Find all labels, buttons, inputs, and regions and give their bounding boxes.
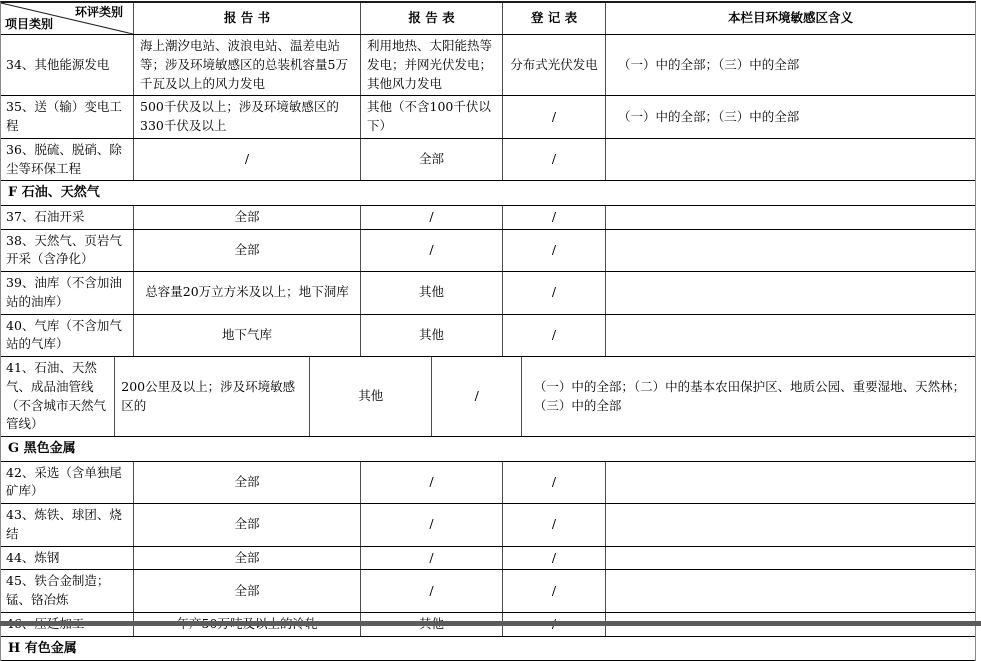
cell-text: 其他 <box>418 326 444 342</box>
cell-text: 海上潮汐电站、波浪电站、温差电站等；涉及环境敏感区的总装机容量5万千瓦及以上的风力发电 <box>140 38 348 91</box>
table-cell <box>134 504 361 546</box>
table-cell <box>134 547 361 570</box>
cell-text: 全部 <box>234 473 260 489</box>
section-row <box>1 181 975 206</box>
table-cell <box>503 96 606 138</box>
table-cell <box>606 96 975 138</box>
table-cell <box>361 504 503 546</box>
cell-text: / <box>551 284 557 300</box>
table-cell <box>606 547 975 570</box>
table-cell <box>134 315 361 357</box>
section-label: G 黑色金属 <box>8 441 76 457</box>
cell-text: 总容量20万立方米及以上；地下洞库 <box>145 284 349 300</box>
cell-text: 41、石油、天然气、成品油管线（不含城市天然气管线） <box>6 360 107 432</box>
table-cell <box>134 230 361 272</box>
table-cell <box>361 230 503 272</box>
table-cell <box>1 570 134 612</box>
eia-classification-table <box>0 1 976 661</box>
table-cell <box>134 35 361 95</box>
table-cell <box>361 547 503 570</box>
table-cell <box>503 230 606 272</box>
table-cell <box>503 35 606 95</box>
table-cell <box>1 96 134 138</box>
cell-text: 39、油库（不含加油站的油库） <box>6 275 122 309</box>
cell-text: 45、铁合金制造；锰、铬冶炼 <box>6 573 110 608</box>
table-row <box>1 462 975 505</box>
cell-text: 分布式光伏发电 <box>510 56 598 72</box>
table-cell <box>606 206 975 229</box>
column-header-sensitive-area-meaning: 本栏目环境敏感区含义 <box>727 10 853 26</box>
cell-text: 全部 <box>234 582 260 598</box>
table-cell <box>606 35 975 95</box>
cell-text: / <box>551 241 557 257</box>
table-cell <box>503 504 606 546</box>
cell-text: 37、石油开采 <box>6 208 85 224</box>
table-cell <box>606 272 975 314</box>
table-cell <box>606 139 975 181</box>
header-project-category: 项目类别 <box>5 17 54 31</box>
cell-text: （一）中的全部；（三）中的全部 <box>618 56 800 72</box>
table-row <box>1 315 975 358</box>
cell-text: 地下气库 <box>221 326 272 342</box>
cell-text: 35、送（输）变电工程 <box>6 99 122 133</box>
cell-text: / <box>429 473 434 489</box>
table-cell <box>361 462 503 504</box>
table-cell <box>361 139 503 181</box>
table-cell <box>1 547 134 570</box>
cell-text: / <box>551 473 557 489</box>
table-cell <box>606 462 975 504</box>
cell-text: / <box>551 151 557 167</box>
table-cell <box>503 206 606 229</box>
table-cell <box>115 357 310 436</box>
table-cell <box>503 315 606 357</box>
cell-text: 38、天然气、页岩气开采（含净化） <box>6 232 122 267</box>
cell-text: （一）中的全部；（二）中的基本农田保护区、地质公园、重要湿地、天然林；（三）中的全部 <box>533 378 966 413</box>
cell-text: 200公里及以上；涉及环境敏感区的 <box>121 378 296 413</box>
cell-text: 全部 <box>234 241 260 257</box>
cell-text: 43、炼铁、球团、烧结 <box>6 507 122 541</box>
table-cell <box>1 35 134 95</box>
table-row <box>1 570 975 613</box>
cell-text: / <box>429 549 434 565</box>
table-cell <box>134 139 361 181</box>
cell-text: / <box>551 582 557 598</box>
table-cell <box>361 206 503 229</box>
cell-text: / <box>429 208 434 224</box>
table-cell <box>1 139 134 181</box>
cell-text: / <box>551 516 557 532</box>
table-cell <box>1 504 134 546</box>
table-cell <box>606 504 975 546</box>
table-cell <box>1 206 134 229</box>
table-cell <box>503 139 606 181</box>
cell-text: 36、脱硫、脱硝、除尘等环保工程 <box>6 141 122 176</box>
table-cell <box>503 272 606 314</box>
diagonal-header-cell <box>1 3 134 34</box>
table-cell <box>503 547 606 570</box>
table-cell <box>134 570 361 612</box>
cell-text: 34、其他能源发电 <box>6 56 110 72</box>
table-cell <box>361 570 503 612</box>
table-row <box>1 230 975 273</box>
cell-text: （一）中的全部；（三）中的全部 <box>618 108 800 124</box>
cell-text: / <box>551 108 557 124</box>
table-row <box>1 272 975 315</box>
header-env-assessment-category: 环评类别 <box>74 5 123 19</box>
table-row <box>1 357 975 437</box>
cell-text: 全部 <box>234 208 260 224</box>
table-body <box>1 35 975 661</box>
cell-text: / <box>429 241 434 257</box>
table-cell <box>134 272 361 314</box>
cell-text: 其他 <box>418 284 444 300</box>
table-cell <box>606 315 975 357</box>
table-row <box>1 547 975 571</box>
cell-text: 44、炼钢 <box>6 549 60 565</box>
cell-text: 500千伏及以上；涉及环境敏感区的330千伏及以上 <box>140 99 339 133</box>
cell-text: 全部 <box>234 516 260 532</box>
cell-text: / <box>551 326 557 342</box>
table-cell <box>503 570 606 612</box>
table-cell <box>1 357 115 436</box>
table-row <box>1 139 975 182</box>
cell-text: 全部 <box>234 549 260 565</box>
table-row <box>1 504 975 547</box>
cell-text: / <box>474 388 479 404</box>
table-row <box>1 96 975 139</box>
column-header-registration-form: 登 记 表 <box>503 3 606 34</box>
cell-text: 利用地热、太阳能热等发电；并网光伏发电；其他风力发电 <box>367 38 493 91</box>
cell-text: 全部 <box>418 151 444 167</box>
cell-text: 其他（不含100千伏以下） <box>367 99 491 133</box>
table-cell <box>361 96 503 138</box>
table-cell <box>1 315 134 357</box>
cell-text: 42、采选（含单独尾矿库） <box>6 464 122 499</box>
section-row <box>1 637 975 661</box>
table-cell <box>361 35 503 95</box>
table-cell <box>361 315 503 357</box>
table-cell <box>310 357 433 436</box>
bottom-edge-bar <box>0 621 981 626</box>
table-cell <box>1 272 134 314</box>
table-cell <box>522 357 975 436</box>
table-cell <box>606 570 975 612</box>
section-label: H 有色金属 <box>8 640 77 656</box>
table-header-row <box>1 3 975 35</box>
table-cell <box>503 462 606 504</box>
table-cell <box>1 230 134 272</box>
table-cell <box>432 357 521 436</box>
table-row <box>1 206 975 230</box>
table-cell <box>134 96 361 138</box>
table-cell <box>134 206 361 229</box>
table-cell <box>361 272 503 314</box>
section-label: F 石油、天然气 <box>8 185 100 201</box>
column-header-report-form: 报 告 表 <box>361 3 503 34</box>
table-cell <box>1 462 134 504</box>
cell-text: / <box>429 582 434 598</box>
table-cell <box>134 462 361 504</box>
cell-text: / <box>551 549 557 565</box>
section-row <box>1 437 975 462</box>
cell-text: / <box>551 208 557 224</box>
column-header-report-book: 报 告 书 <box>134 3 361 34</box>
table-row <box>1 35 975 96</box>
cell-text: 其他 <box>358 388 384 404</box>
cell-text: / <box>429 516 434 532</box>
cell-text: / <box>244 151 250 167</box>
table-cell <box>606 230 975 272</box>
cell-text: 40、气库（不含加气站的气库） <box>6 317 122 352</box>
